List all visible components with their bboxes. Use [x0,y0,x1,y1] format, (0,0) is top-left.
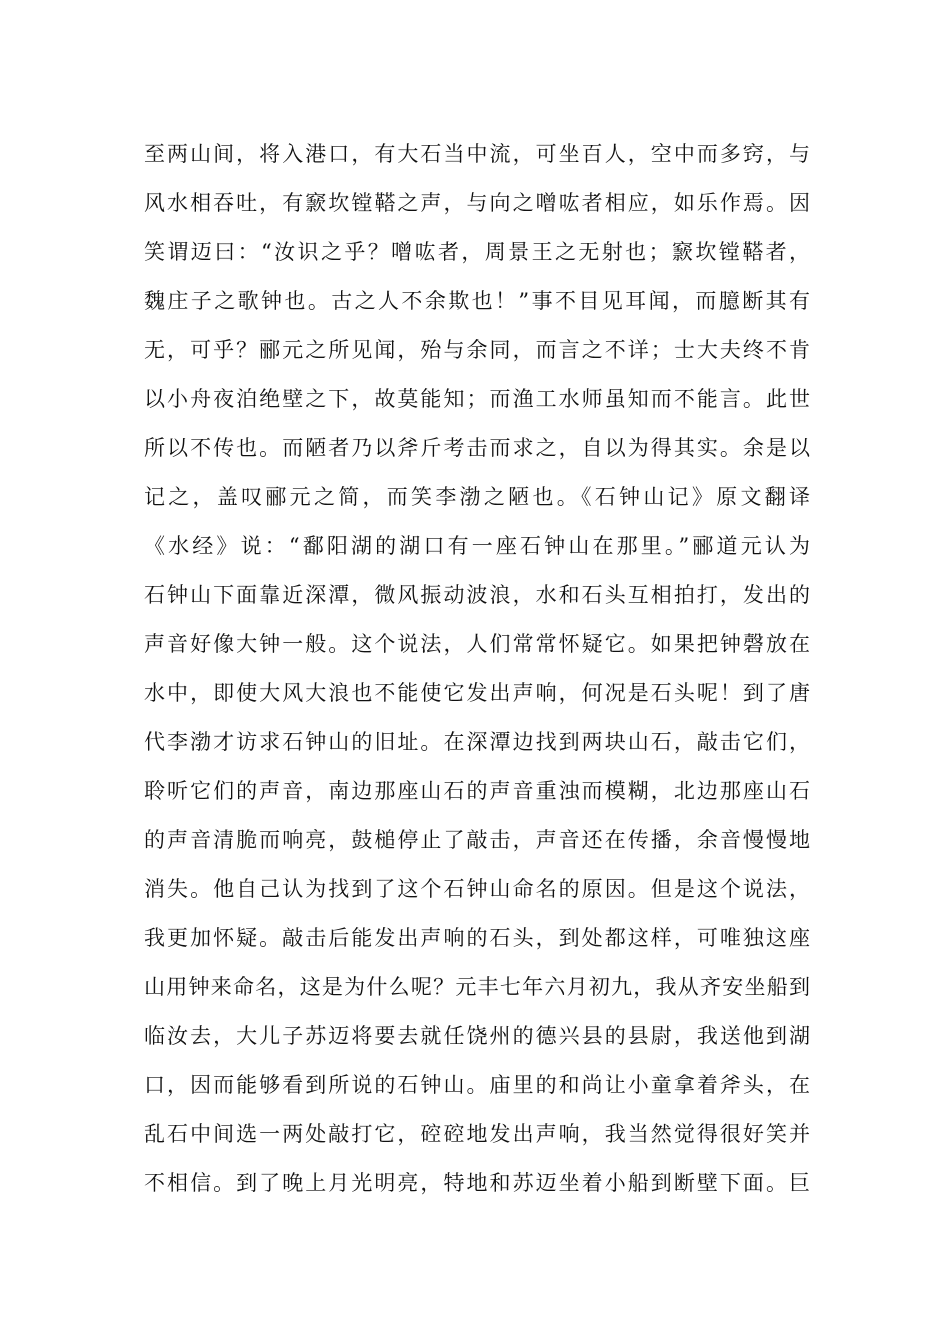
body-text [144,130,810,1208]
text-line: 魏庄子之歌钟也。古之人不余欺也！”事不目见耳闻，而臆断其有 [144,289,810,313]
text-line: 笑谓迈曰：“汝识之乎？噌吰者，周景王之无射也；窾坎镗鞳者， [144,240,810,264]
text-line: 聆听它们的声音，南边那座山石的声音重浊而模糊，北边那座山石 [144,779,810,803]
text-line: 至两山间，将入港口，有大石当中流，可坐百人，空中而多窍，与 [144,142,810,166]
text-line: 石钟山下面靠近深潭，微风振动波浪，水和石头互相拍打，发出的 [144,583,810,607]
text-line: 我更加怀疑。敲击后能发出声响的石头，到处都这样，可唯独这座 [144,926,810,950]
text-line: 以小舟夜泊绝壁之下，故莫能知；而渔工水师虽知而不能言。此世 [144,387,810,411]
text-line: 山用钟来命名，这是为什么呢？元丰七年六月初九，我从齐安坐船到 [144,975,810,999]
text-line: 风水相吞吐，有窾坎镗鞳之声，与向之噌吰者相应，如乐作焉。因 [144,191,810,215]
text-line: 消失。他自己认为找到了这个石钟山命名的原因。但是这个说法， [144,877,810,901]
text-line: 所以不传也。而陋者乃以斧斤考击而求之，自以为得其实。余是以 [144,436,810,460]
text-line: 水中，即使大风大浪也不能使它发出声响，何况是石头呢！到了唐 [144,681,810,705]
text-line: 《水经》说：“鄱阳湖的湖口有一座石钟山在那里。”郦道元认为 [144,534,810,558]
text-line: 声音好像大钟一般。这个说法，人们常常怀疑它。如果把钟磬放在 [144,632,810,656]
text-line: 无，可乎？郦元之所见闻，殆与余同，而言之不详；士大夫终不肯 [144,338,810,362]
text-line: 的声音清脆而响亮，鼓槌停止了敲击，声音还在传播，余音慢慢地 [144,828,810,852]
text-line: 不相信。到了晚上月光明亮，特地和苏迈坐着小船到断壁下面。巨 [144,1171,810,1195]
text-line: 口，因而能够看到所说的石钟山。庙里的和尚让小童拿着斧头，在 [144,1073,810,1097]
text-line: 乱石中间选一两处敲打它，硿硿地发出声响，我当然觉得很好笑并 [144,1122,810,1146]
text-line: 记之，盖叹郦元之简，而笑李渤之陋也。《石钟山记》原文翻译 [144,485,810,509]
text-line: 临汝去，大儿子苏迈将要去就任饶州的德兴县的县尉，我送他到湖 [144,1024,810,1048]
text-line: 代李渤才访求石钟山的旧址。在深潭边找到两块山石，敲击它们， [144,730,810,754]
